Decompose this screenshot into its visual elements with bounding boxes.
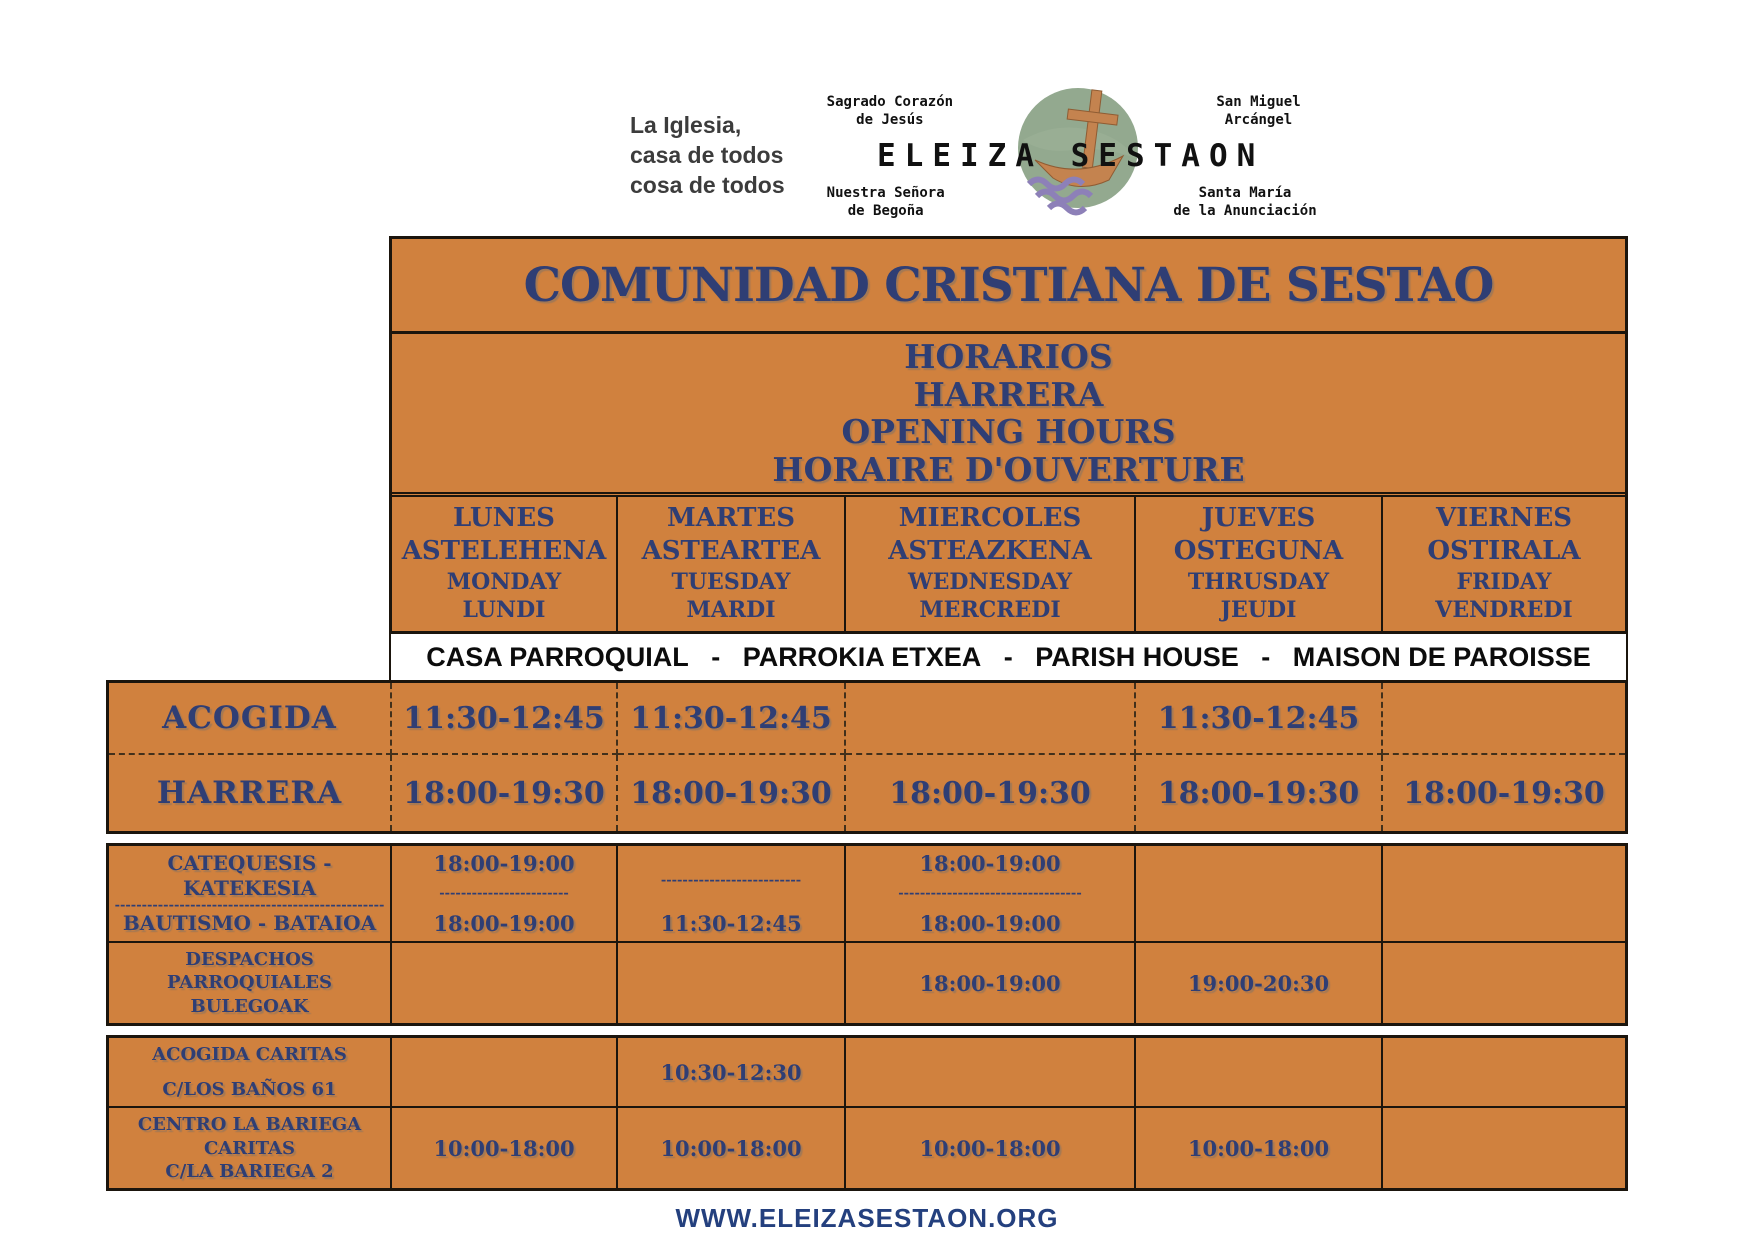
day-name: WEDNESDAY [907, 569, 1073, 596]
eleiza-sestaon-emblem [826, 92, 1317, 220]
centro-bariega-wednesday: 10:00-18:00 [846, 1108, 1136, 1188]
catequesis-friday [1383, 846, 1625, 943]
row-label-acogida-caritas [109, 1038, 392, 1108]
parish-name-san-miguel [1216, 94, 1300, 129]
despachos-friday [1383, 943, 1625, 1023]
day-name: ASTEAZKENA [888, 536, 1092, 567]
parish-name-line: San Miguel [1216, 94, 1301, 110]
day-header-friday [1383, 497, 1625, 631]
catequesis-monday [392, 846, 618, 943]
parish-name-nuestra-senora [827, 185, 945, 220]
day-name: OSTIRALA [1427, 536, 1581, 567]
day-name: LUNES [453, 503, 555, 534]
centro-label-line: CARITAS [203, 1137, 296, 1159]
acogida-tuesday: 11:30-12:45 [618, 683, 846, 755]
day-name: LUNDI [462, 597, 546, 624]
cell-divider-dashes: ------------------------ [439, 885, 569, 901]
subtitle-horarios: HORARIOS [904, 337, 1113, 377]
centro-bariega-monday: 10:00-18:00 [392, 1108, 618, 1188]
centro-bariega-tuesday: 10:00-18:00 [618, 1108, 846, 1188]
title-and-days-box [389, 236, 1628, 634]
section-divider [106, 1026, 1628, 1035]
cell-divider-dashes: ---------------------------------- [898, 885, 1082, 901]
label-divider-dashes: -------------------------------------------------- [114, 898, 385, 913]
row-label-acogida: ACOGIDA [109, 683, 392, 755]
harrera-friday: 18:00-19:30 [1403, 775, 1605, 811]
motto-line: casa de todos [630, 142, 784, 169]
row-label-centro-bariega [109, 1108, 392, 1188]
day-name: VENDREDI [1435, 597, 1573, 624]
schedule-table [106, 236, 1628, 1234]
day-name: JEUDI [1220, 597, 1297, 624]
day-name: THRUSDAY [1187, 569, 1330, 596]
catequesis-time: 18:00-19:00 [919, 851, 1061, 876]
subtitle-harrera: HARRERA [913, 374, 1104, 414]
despachos-label-line: BULEGOAK [190, 995, 309, 1017]
day-name: FRIDAY [1456, 569, 1552, 596]
parish-name-line: de Begoña [847, 202, 924, 219]
catequesis-time: 18:00-19:00 [433, 851, 575, 876]
parish-name-sagrado-corazon [827, 94, 953, 129]
page-title: COMUNIDAD CRISTIANA DE SESTAO [523, 257, 1494, 313]
despachos-tuesday [618, 943, 846, 1023]
catequesis-thursday [1136, 846, 1383, 943]
bautismo-label: BAUTISMO - BATAIOA [122, 911, 377, 935]
parish-name-line: Nuestra Señora [826, 185, 945, 201]
day-name: MARTES [666, 503, 796, 534]
catequesis-tuesday [618, 846, 846, 943]
cell-divider-dashes: -------------------------- [660, 873, 802, 888]
parish-name-line: Santa María [1198, 185, 1292, 201]
day-name: JUEVES [1201, 503, 1316, 534]
motto-line: cosa de todos [630, 171, 785, 198]
acogida-thursday: 11:30-12:45 [1136, 683, 1383, 755]
parish-name-line: de Jesús [856, 111, 924, 128]
harrera-thursday: 18:00-19:30 [1136, 755, 1383, 831]
day-name: VIERNES [1435, 503, 1573, 534]
acogida-harrera-section [106, 680, 1628, 834]
subtitle-horaire: HORAIRE D'OUVERTURE [772, 449, 1245, 489]
day-header-tuesday [618, 497, 846, 631]
row-label-despachos [109, 943, 392, 1023]
subtitle-row [392, 334, 1625, 497]
catequesis-despachos-section [106, 843, 1628, 1026]
day-name: MARDI [686, 597, 776, 624]
acogida-monday: 11:30-12:45 [392, 683, 618, 755]
caritas-section [106, 1035, 1628, 1191]
day-header-thursday [1136, 497, 1383, 631]
bautismo-time: 11:30-12:45 [660, 911, 802, 936]
harrera-tuesday: 18:00-19:30 [618, 755, 846, 831]
parish-name-line: Sagrado Corazón [826, 94, 954, 110]
bautismo-time: 18:00-19:00 [433, 911, 575, 936]
catequesis-wednesday [846, 846, 1136, 943]
acogida-caritas-tuesday: 10:30-12:30 [618, 1038, 846, 1108]
centro-label-line: CENTRO LA BARIEGA [137, 1114, 362, 1136]
day-name: TUESDAY [671, 569, 791, 596]
row-label-harrera: HARRERA [109, 755, 392, 831]
day-header-monday [392, 497, 618, 631]
despachos-label-line: PARROQUIALES [167, 972, 332, 994]
location-band: CASA PARROQUIAL - PARROKIA ETXEA - PARISH HOUSE - MAISON DE PAROISSE [389, 634, 1628, 680]
bautismo-time: 18:00-19:00 [919, 911, 1061, 936]
despachos-label-line: DESPACHOS [185, 949, 314, 970]
day-name: MONDAY [446, 569, 562, 596]
church-motto [630, 111, 785, 201]
parish-name-santa-maria [1173, 185, 1316, 220]
centro-bariega-thursday: 10:00-18:00 [1136, 1108, 1383, 1188]
acogida-caritas-thursday [1136, 1038, 1383, 1108]
header-logo-area [630, 92, 1317, 220]
day-name: MIERCOLES [898, 503, 1082, 534]
acogida-wednesday [846, 683, 1136, 755]
title-row [392, 239, 1625, 334]
day-name: ASTEARTEA [641, 536, 821, 567]
acogida-caritas-friday [1383, 1038, 1625, 1108]
harrera-monday: 18:00-19:30 [392, 755, 618, 831]
parish-name-line: de la Anunciación [1173, 202, 1317, 219]
organization-name: ELEIZA SESTAON [877, 138, 1265, 174]
despachos-wednesday: 18:00-19:00 [846, 943, 1136, 1023]
acogida-caritas-wednesday [846, 1038, 1136, 1108]
day-name: OSTEGUNA [1173, 536, 1344, 567]
motto-line: La Iglesia, [630, 112, 742, 139]
day-header-wednesday [846, 497, 1136, 631]
acogida-friday [1383, 683, 1625, 755]
day-header-row [392, 497, 1625, 631]
centro-bariega-friday [1383, 1108, 1625, 1188]
day-name: ASTELEHENA [401, 536, 607, 567]
row-label-catequesis-bautismo [109, 846, 392, 943]
caritas-label-line: C/LOS BAÑOS 61 [162, 1078, 337, 1100]
section-divider [106, 834, 1628, 843]
parish-name-line: Arcángel [1224, 111, 1293, 128]
despachos-monday [392, 943, 618, 1023]
website-url: WWW.ELEIZASESTAON.ORG [675, 1203, 1059, 1234]
despachos-thursday: 19:00-20:30 [1136, 943, 1383, 1023]
centro-label-line: C/LA BARIEGA 2 [165, 1160, 334, 1182]
catequesis-label: CATEQUESIS - KATEKESIA [167, 851, 332, 900]
subtitle-opening-hours: OPENING HOURS [841, 412, 1176, 452]
harrera-wednesday: 18:00-19:30 [846, 755, 1136, 831]
day-name: MERCREDI [919, 597, 1061, 624]
acogida-caritas-monday [392, 1038, 618, 1108]
caritas-label-line: ACOGIDA CARITAS [152, 1044, 347, 1066]
